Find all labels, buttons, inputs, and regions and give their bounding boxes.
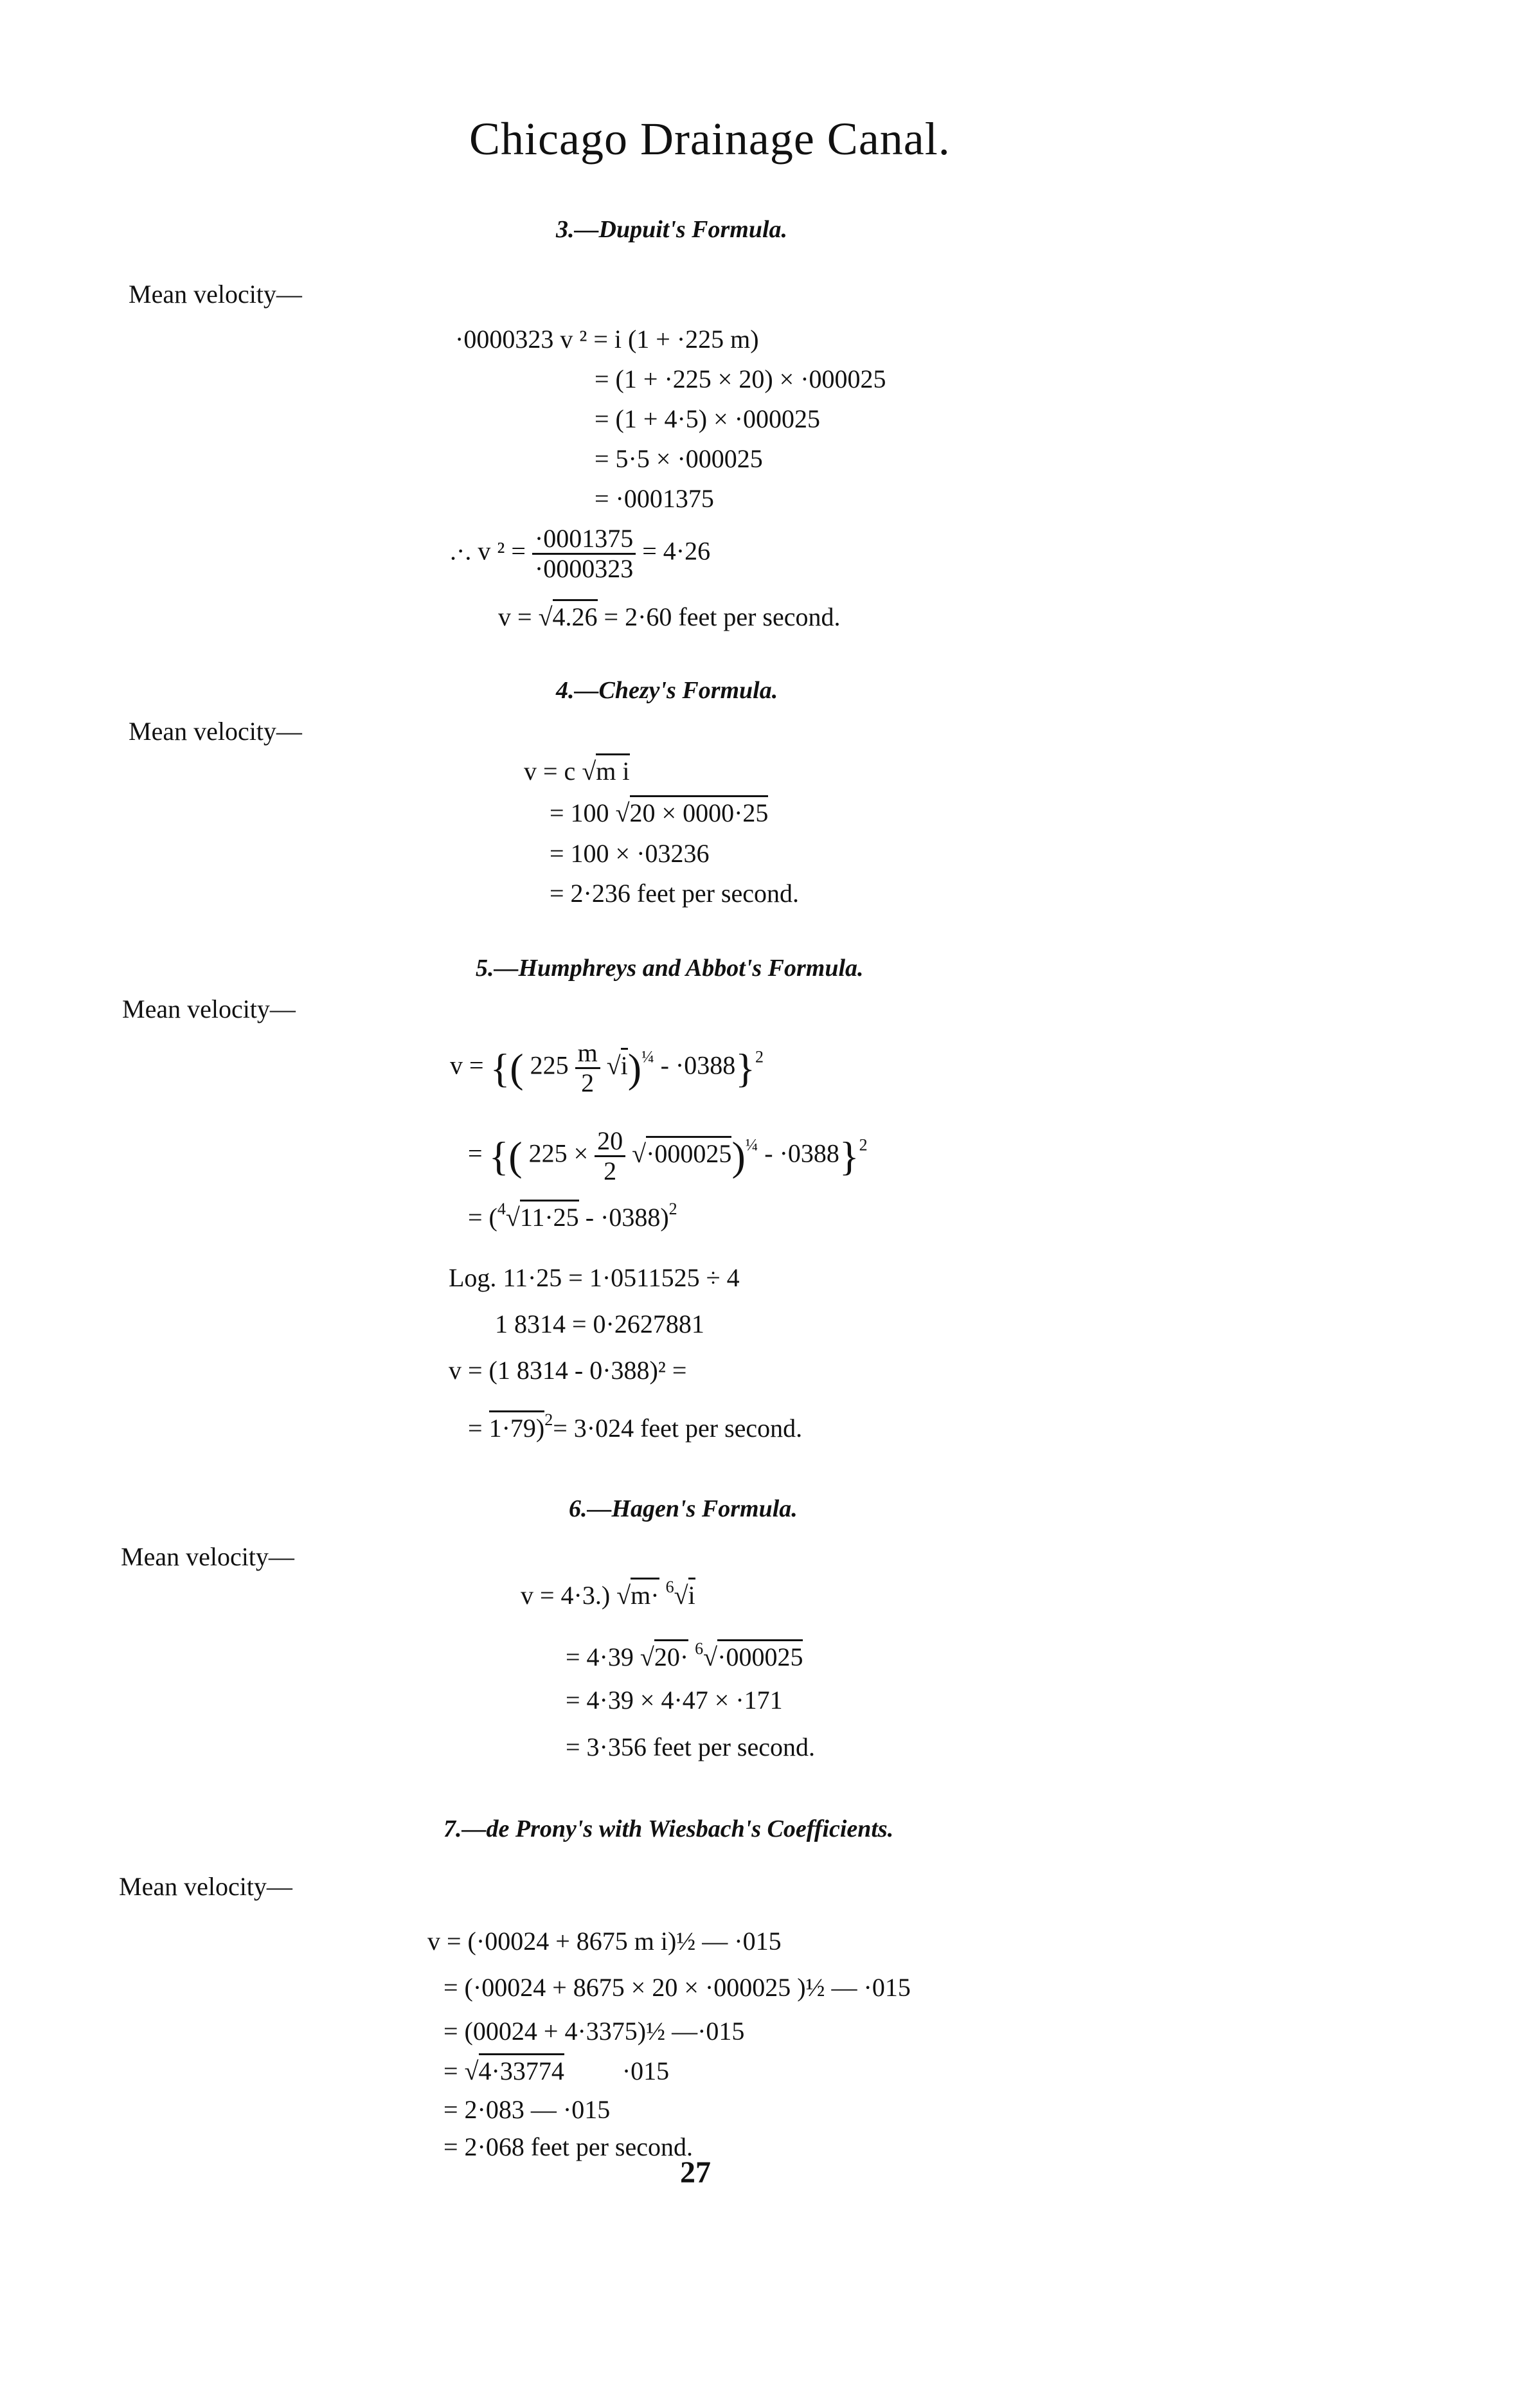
fraction-denominator: ·0000323 bbox=[534, 554, 634, 583]
brace-close: } bbox=[839, 1133, 859, 1179]
prony-line-4-term: ·015 bbox=[622, 2056, 670, 2085]
radicand: i bbox=[621, 1048, 628, 1080]
radicand: m i bbox=[596, 753, 629, 786]
dupuit-fraction bbox=[532, 526, 636, 582]
humphreys-fraction bbox=[575, 1040, 600, 1096]
radicand: 11·25 bbox=[520, 1200, 579, 1232]
page-number: 27 bbox=[680, 2156, 711, 2190]
humphreys-line-4: Log. 11·25 = 1·0511525 ÷ 4 bbox=[449, 1263, 740, 1292]
fraction-numerator: ·0001375 bbox=[532, 526, 636, 555]
fraction-numerator: m bbox=[575, 1040, 600, 1069]
radicand: 4·33774 bbox=[479, 2053, 564, 2085]
dupuit-line-6-lhs: .·. v ² = bbox=[450, 536, 526, 566]
humphreys-line-6: v = (1 8314 - 0·388)² = bbox=[449, 1356, 687, 1385]
root-index: 6 bbox=[695, 1639, 704, 1658]
radicand: 20 × 0000·25 bbox=[630, 795, 769, 827]
brace-close: } bbox=[735, 1045, 755, 1091]
humphreys-line-2-lhs: = bbox=[468, 1138, 483, 1168]
chezy-line-2-lhs: = 100 bbox=[550, 798, 609, 827]
page-title: Chicago Drainage Canal. bbox=[469, 113, 951, 165]
overlined-term: 1·79) bbox=[489, 1410, 545, 1443]
sqrt-sign-icon: √ bbox=[640, 1643, 654, 1671]
section-4-heading: 4.—Chezy's Formula. bbox=[556, 677, 778, 704]
fraction-numerator: 20 bbox=[595, 1128, 625, 1157]
radicand: i bbox=[688, 1578, 695, 1610]
brace-open: {( bbox=[488, 1133, 523, 1179]
exponent: 2 bbox=[859, 1135, 868, 1155]
section-7-heading: 7.—de Prony's with Wiesbach's Coefficients. bbox=[443, 1815, 894, 1842]
hagen-line-1 bbox=[521, 1579, 695, 1608]
prony-line-2: = (·00024 + 8675 × 20 × ·000025 )½ — ·015 bbox=[443, 1973, 911, 2002]
section-3-heading: 3.—Dupuit's Formula. bbox=[556, 216, 788, 243]
sqrt-sign-icon: √ bbox=[615, 798, 630, 827]
dupuit-line-3: = (1 + 4·5) × ·000025 bbox=[595, 404, 820, 433]
section-5-heading: 5.—Humphreys and Abbot's Formula. bbox=[476, 955, 864, 982]
sqrt-sign-icon: √ bbox=[606, 1050, 621, 1080]
prony-line-4-lhs: = bbox=[443, 2056, 458, 2085]
prony-line-4 bbox=[443, 2058, 669, 2084]
sqrt-sign-icon: √ bbox=[464, 2056, 479, 2085]
mean-velocity-label: Mean velocity— bbox=[122, 995, 296, 1023]
exponent: 2 bbox=[755, 1047, 764, 1066]
dupuit-line-5: = ·0001375 bbox=[595, 484, 714, 513]
humphreys-line-1-lhs: v = bbox=[450, 1050, 484, 1080]
chezy-line-1 bbox=[524, 759, 630, 784]
prony-line-1: v = (·00024 + 8675 m i)½ — ·015 bbox=[427, 1927, 782, 1956]
hagen-line-3: = 4·39 × 4·47 × ·171 bbox=[566, 1686, 783, 1715]
sqrt-sign-icon: √ bbox=[674, 1581, 688, 1610]
humphreys-result: = 3·024 feet per second. bbox=[553, 1414, 803, 1443]
dupuit-line-7 bbox=[498, 604, 840, 630]
mean-velocity-label: Mean velocity— bbox=[129, 717, 302, 746]
brace-open: {( bbox=[490, 1045, 524, 1091]
sqrt-sign-icon: √ bbox=[703, 1643, 718, 1671]
sqrt-sign-icon: √ bbox=[538, 602, 553, 631]
fraction-denominator: 2 bbox=[604, 1156, 617, 1185]
dupuit-line-6 bbox=[450, 526, 710, 582]
radicand: m· bbox=[631, 1578, 659, 1610]
mean-velocity-label: Mean velocity— bbox=[129, 280, 302, 309]
humphreys-line-7 bbox=[468, 1412, 802, 1441]
humphreys-line-5: 1 8314 = 0·2627881 bbox=[495, 1310, 704, 1338]
radicand: 20· bbox=[654, 1639, 688, 1671]
sqrt-sign-icon: √ bbox=[632, 1138, 647, 1168]
humphreys-coefficient: 225 bbox=[530, 1050, 569, 1080]
mean-velocity-label: Mean velocity— bbox=[121, 1542, 294, 1571]
paren-close: ) bbox=[731, 1133, 746, 1179]
radicand: ·000025 bbox=[646, 1136, 731, 1168]
hagen-line-1-lhs: v = 4·3.) bbox=[521, 1581, 611, 1610]
dupuit-line-1: ·0000323 v ² = i (1 + ·225 m) bbox=[455, 325, 759, 354]
sqrt-sign-icon: √ bbox=[505, 1203, 520, 1232]
chezy-line-4: = 2·236 feet per second. bbox=[550, 879, 799, 908]
dupuit-line-2: = (1 + ·225 × 20) × ·000025 bbox=[595, 364, 886, 393]
prony-line-3: = (00024 + 4·3375)½ —·015 bbox=[443, 2017, 745, 2046]
humphreys-line-7-lhs: = bbox=[468, 1414, 483, 1443]
dupuit-line-6-rhs: = 4·26 bbox=[642, 536, 711, 566]
root-index: 6 bbox=[665, 1578, 674, 1596]
humphreys-line-3-rhs: - ·0388) bbox=[585, 1203, 669, 1232]
fraction-denominator: 2 bbox=[581, 1068, 595, 1097]
humphreys-line-3 bbox=[468, 1201, 677, 1230]
sqrt-sign-icon: √ bbox=[616, 1581, 631, 1610]
humphreys-line-2 bbox=[468, 1128, 868, 1184]
mean-velocity-label: Mean velocity— bbox=[119, 1872, 292, 1901]
sqrt-sign-icon: √ bbox=[582, 757, 596, 786]
exponent: ¼ bbox=[745, 1135, 758, 1155]
hagen-line-4: = 3·356 feet per second. bbox=[566, 1733, 815, 1761]
exponent: 2 bbox=[544, 1410, 553, 1429]
prony-line-6: = 2·068 feet per second. bbox=[443, 2132, 693, 2161]
chezy-line-3: = 100 × ·03236 bbox=[550, 839, 710, 868]
dupuit-line-4: = 5·5 × ·000025 bbox=[595, 444, 763, 473]
paren-close: ) bbox=[627, 1045, 642, 1091]
hagen-line-2-lhs: = 4·39 bbox=[566, 1643, 634, 1671]
chezy-line-2 bbox=[550, 800, 768, 826]
humphreys-fraction bbox=[595, 1128, 625, 1184]
humphreys-term: - ·0388 bbox=[660, 1050, 736, 1080]
chezy-line-1-lhs: v = c bbox=[524, 757, 576, 786]
humphreys-line-3-lhs: = ( bbox=[468, 1203, 497, 1232]
radicand: ·000025 bbox=[717, 1639, 803, 1671]
prony-line-5: = 2·083 — ·015 bbox=[443, 2095, 611, 2124]
radicand: 4.26 bbox=[553, 599, 598, 631]
humphreys-line-1 bbox=[450, 1040, 764, 1096]
dupuit-line-7-lhs: v = bbox=[498, 602, 532, 631]
hagen-line-2 bbox=[566, 1641, 803, 1670]
humphreys-coefficient: 225 × bbox=[528, 1138, 589, 1168]
dupuit-result: = 2·60 feet per second. bbox=[604, 602, 841, 631]
exponent: 2 bbox=[668, 1200, 677, 1218]
humphreys-term: - ·0388 bbox=[764, 1138, 839, 1168]
section-6-heading: 6.—Hagen's Formula. bbox=[569, 1495, 798, 1522]
root-index: 4 bbox=[497, 1200, 506, 1218]
exponent: ¼ bbox=[641, 1047, 654, 1066]
